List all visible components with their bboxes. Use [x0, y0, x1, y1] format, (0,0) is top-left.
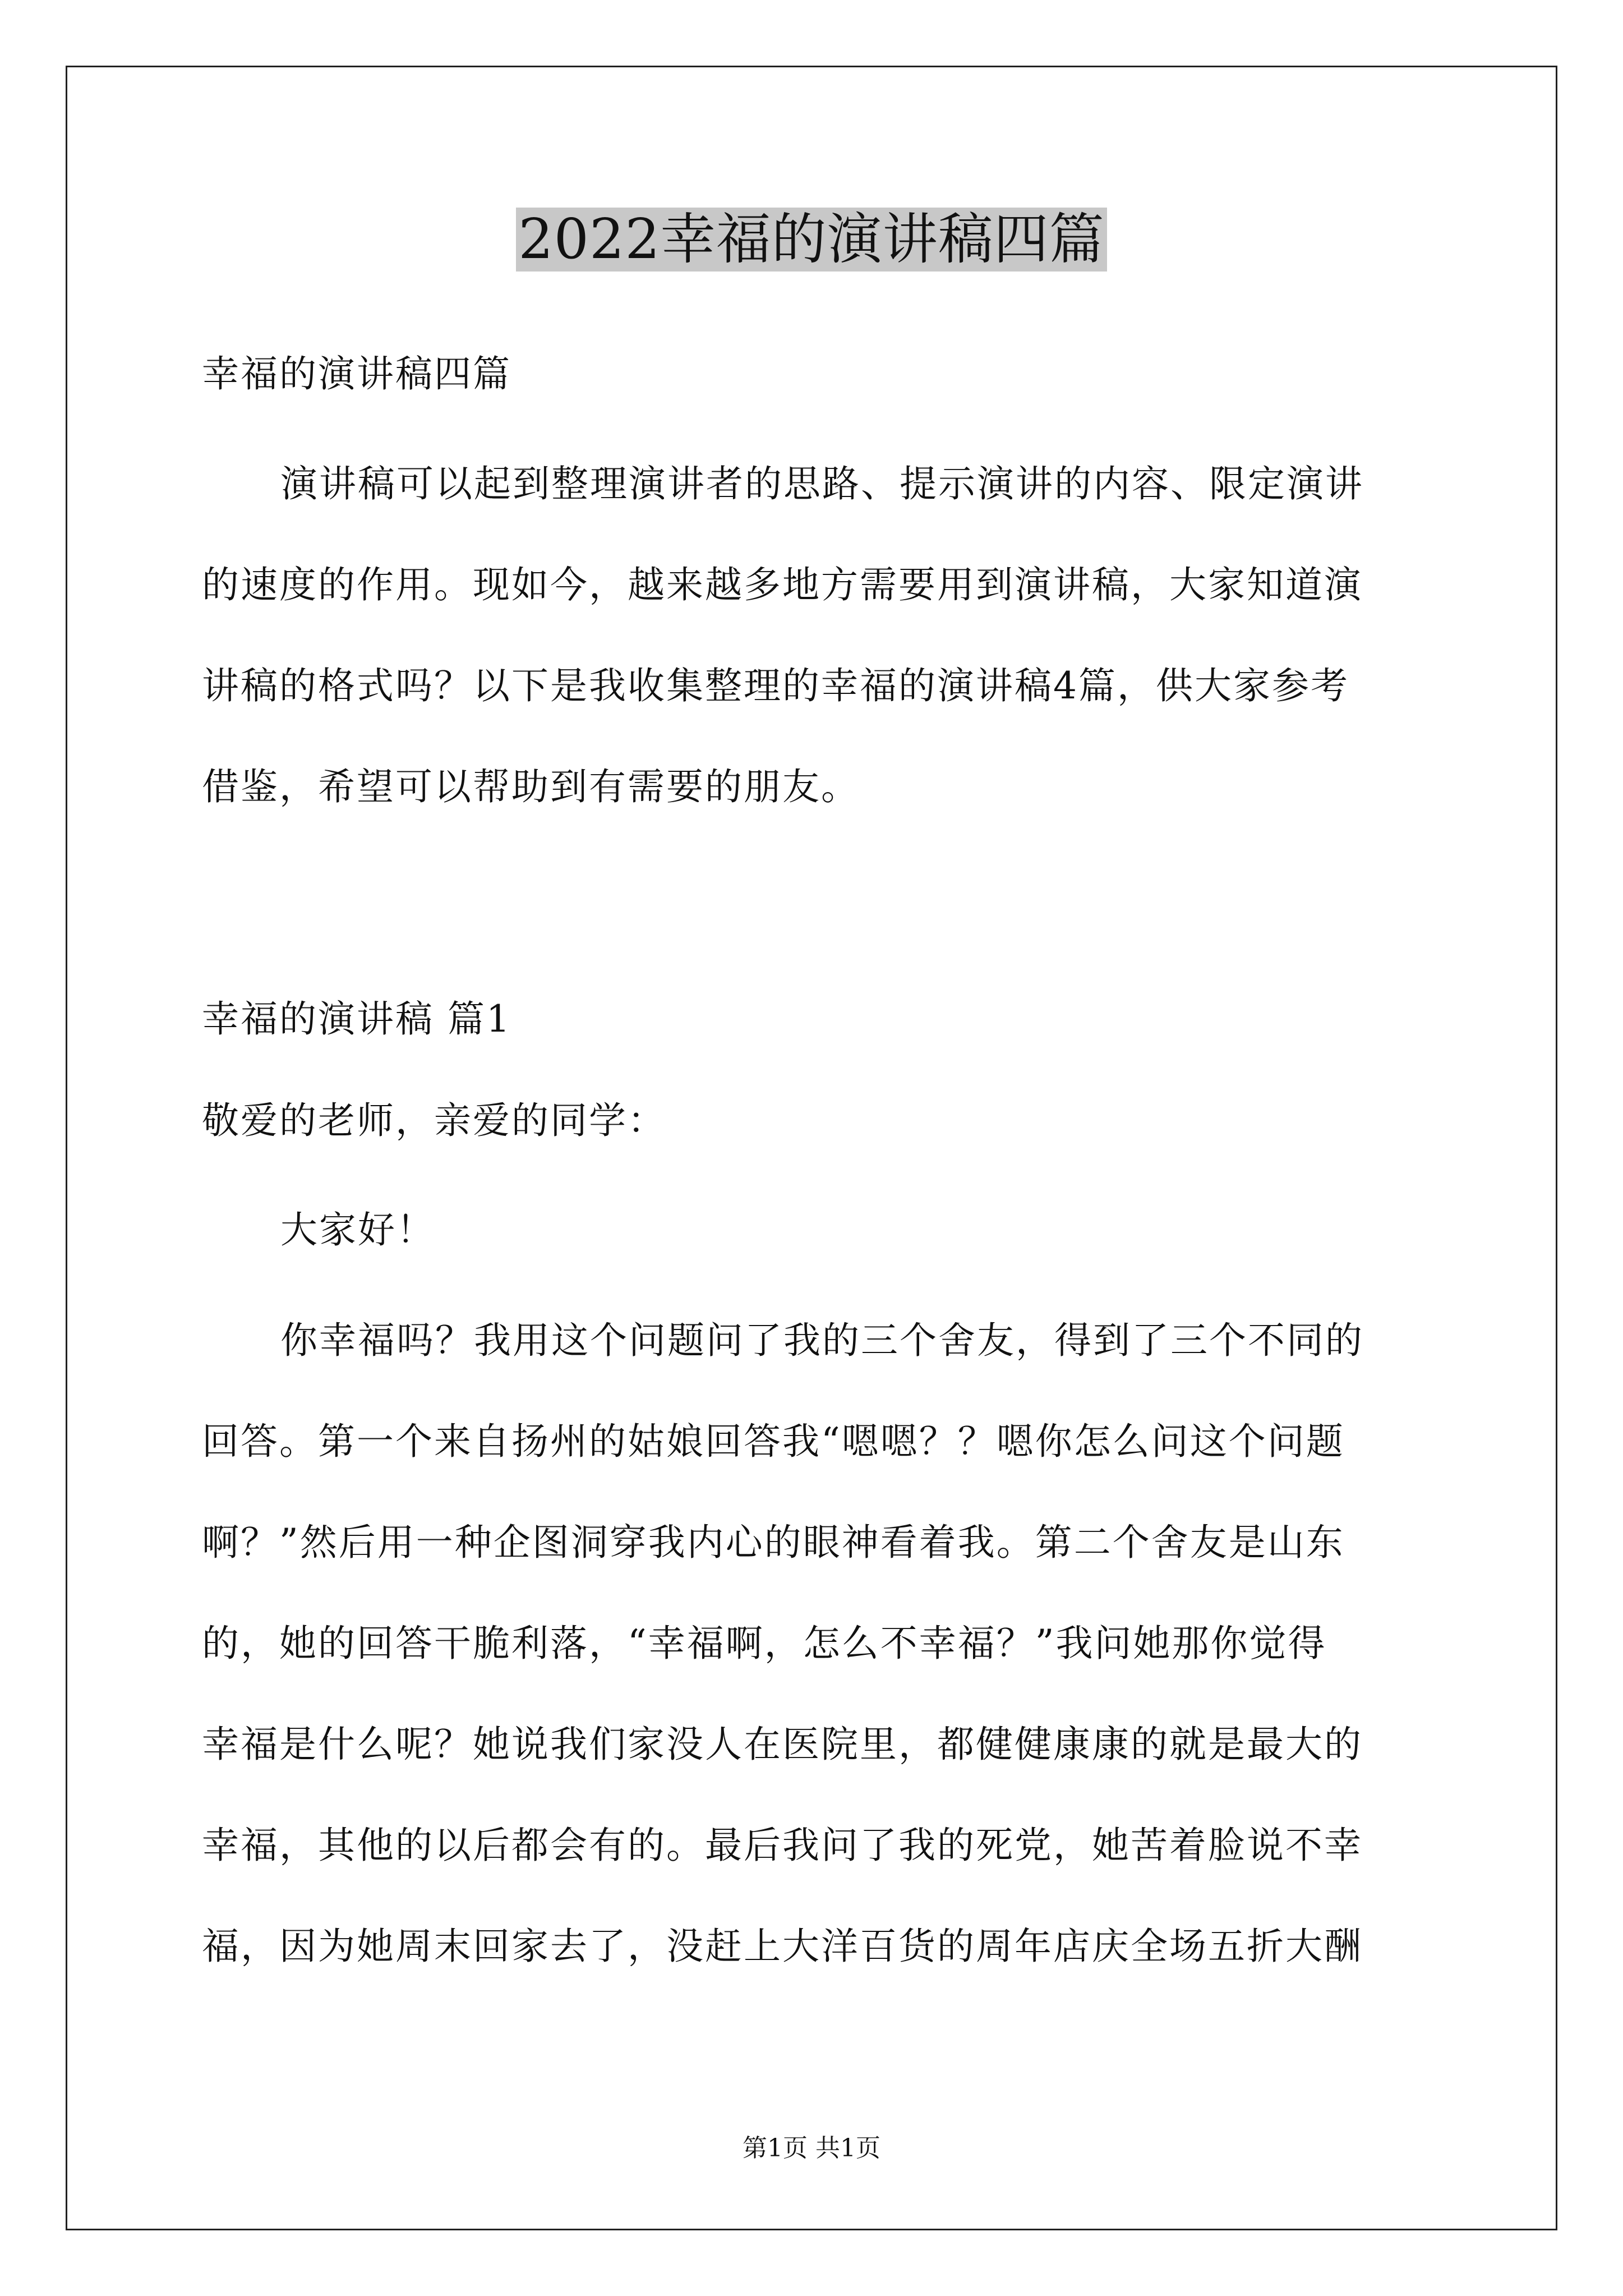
body-line: 啊？”然后用一种企图洞穿我内心的眼神看着我。第二个舍友是山东	[202, 1521, 1345, 1564]
intro-line: 演讲稿可以起到整理演讲者的思路、提示演讲的内容、限定演讲	[280, 462, 1364, 505]
intro-line: 讲稿的格式吗？以下是我收集整理的幸福的演讲稿4篇，供大家参考	[202, 664, 1349, 707]
greeting: 大家好！	[280, 1208, 435, 1251]
document-title-text: 2022幸福的演讲稿四篇	[516, 208, 1106, 272]
body-line: 幸福是什么呢？她说我们家没人在医院里，都健健康康的就是最大的	[202, 1723, 1363, 1766]
document-title	[0, 203, 1623, 276]
subtitle: 幸福的演讲稿四篇	[202, 352, 511, 395]
body-line: 福，因为她周末回家去了，没赶上大洋百货的周年店庆全场五折大酬	[202, 1925, 1363, 1968]
intro-line: 借鉴，希望可以帮助到有需要的朋友。	[202, 765, 860, 808]
body-line: 幸福，其他的以后都会有的。最后我问了我的死党，她苦着脸说不幸	[202, 1824, 1363, 1867]
section-heading: 幸福的演讲稿 篇1	[202, 997, 511, 1041]
body-line: 你幸福吗？我用这个问题问了我的三个舍友，得到了三个不同的	[280, 1319, 1364, 1362]
salutation: 敬爱的老师，亲爱的同学：	[202, 1099, 666, 1142]
page-number-footer: 第1页 共1页	[743, 2134, 880, 2162]
intro-line: 的速度的作用。现如今，越来越多地方需要用到演讲稿，大家知道演	[202, 563, 1363, 606]
body-line: 的，她的回答干脆利落，“幸福啊，怎么不幸福？”我问她那你觉得	[202, 1622, 1327, 1665]
body-line: 回答。第一个来自扬州的姑娘回答我“嗯嗯？？嗯你怎么问这个问题	[202, 1420, 1345, 1463]
